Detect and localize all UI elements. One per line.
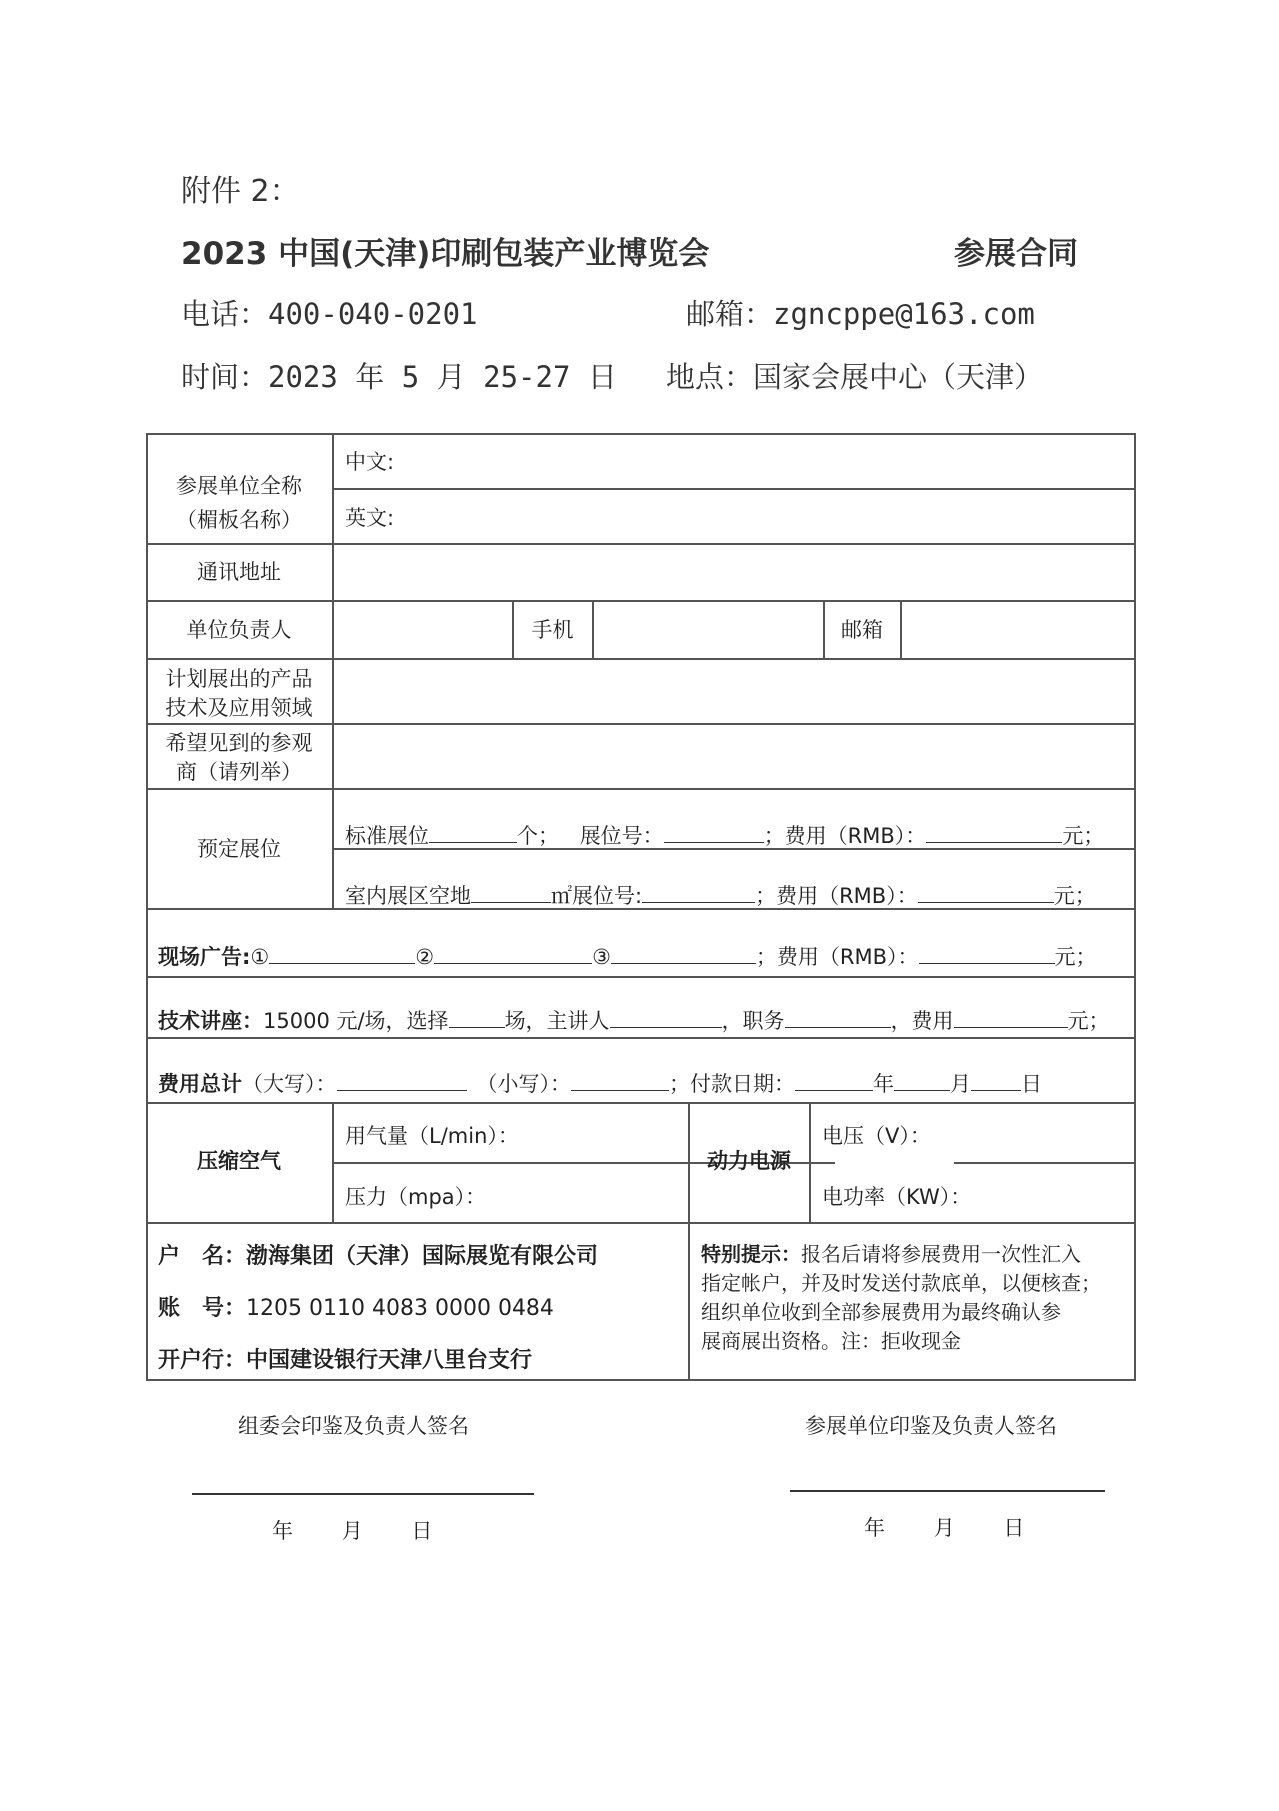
chinese-name-label: 中文: — [345, 450, 395, 474]
booth-yuan-label: 元； — [1062, 824, 1105, 848]
row-divider — [146, 600, 1136, 602]
unit-ge-label: 个； — [517, 824, 559, 848]
ads-yuan-label: 元； — [1054, 945, 1097, 969]
row-divider — [146, 1037, 1136, 1039]
ads-fee-blank[interactable] — [919, 941, 1055, 964]
organizer-year: 年 — [272, 1519, 293, 1543]
air-pressure-label: 压力（mpa）： — [345, 1185, 487, 1209]
notice-line4: 展商展出资格。注：拒收现金 — [701, 1329, 961, 1353]
title-right: 参展合同 — [954, 236, 1078, 272]
account-no-value: 1205 0110 4083 0000 0484 — [246, 1296, 554, 1321]
contact-email-label: 邮箱 — [841, 618, 883, 642]
exhibitor-date — [864, 1512, 1024, 1542]
contract-form-table — [146, 433, 1136, 1380]
account-name-value: 渤海集团（天津）国际展览有限公司 — [246, 1244, 599, 1269]
organizer-month: 月 — [341, 1519, 363, 1543]
notice-line3: 组织单位收到全部参展费用为最终确认参 — [701, 1300, 1061, 1324]
email-text: 邮箱：zgncppe@163.com — [686, 297, 1035, 331]
ad-1-marker: ① — [250, 945, 270, 969]
bank-value: 中国建设银行天津八里台支行 — [246, 1348, 533, 1373]
english-name-field[interactable] — [376, 493, 1121, 541]
row-divider — [333, 488, 1136, 490]
voltage-label: 电压（V）： — [822, 1124, 931, 1148]
standard-booth-count-blank[interactable] — [429, 820, 517, 843]
visitors-label-line2: 商（请列举） — [176, 760, 302, 784]
account-name-label: 户 名： — [158, 1244, 247, 1269]
english-name-label: 英文: — [345, 506, 395, 530]
total-line — [158, 1068, 1042, 1097]
pay-day-label: 日 — [1021, 1072, 1042, 1096]
company-name-label — [146, 473, 332, 534]
indoor-yuan-label: 元； — [1053, 884, 1096, 908]
standard-booth-label: 标准展位 — [345, 824, 429, 848]
booth-no-blank[interactable] — [664, 820, 764, 843]
lecture-line — [158, 1005, 1110, 1034]
row-divider — [146, 1222, 1136, 1224]
total-small-blank[interactable] — [571, 1068, 669, 1091]
indoor-fee-label: ；费用（RMB）： — [755, 884, 918, 908]
notice-line2: 指定帐户，并及时发送付款底单，以便核查； — [701, 1271, 1101, 1295]
total-label: 费用总计 — [158, 1072, 242, 1096]
lecture-label: 技术讲座： — [158, 1009, 263, 1033]
indoor-fee-blank[interactable] — [918, 880, 1054, 903]
pay-date-label: ；付款日期： — [669, 1072, 795, 1096]
row-divider — [146, 976, 1136, 978]
mobile-label: 手机 — [531, 618, 574, 642]
column-divider — [332, 433, 334, 908]
products-label-line2: 技术及应用领域 — [165, 696, 313, 720]
exhibitor-day: 日 — [1003, 1516, 1025, 1540]
attachment-label: 附件 2： — [181, 174, 300, 209]
ads-label: 现场广告: — [158, 945, 251, 969]
ads-fee-label: ；费用（RMB）： — [755, 945, 919, 969]
products-label-line1: 计划展出的产品 — [165, 667, 313, 691]
mobile-field[interactable] — [596, 604, 819, 654]
contact-line — [181, 292, 1035, 333]
table-border — [146, 1379, 1136, 1381]
total-caps-blank[interactable] — [337, 1068, 467, 1091]
row-divider — [146, 543, 1136, 545]
pay-year-label: 年 — [873, 1072, 894, 1096]
pay-day-blank[interactable] — [971, 1068, 1021, 1091]
row-divider — [146, 658, 1136, 660]
table-border — [146, 433, 1136, 435]
address-field[interactable] — [336, 547, 1131, 597]
organizer-signature-line[interactable] — [192, 1493, 534, 1495]
exhibitor-signature-label: 参展单位印鉴及负责人签名 — [805, 1414, 1057, 1438]
contact-person-label: 单位负责人 — [186, 618, 292, 642]
visitors-label-line1: 希望见到的参观 — [165, 731, 313, 755]
power-label: 动力电源 — [707, 1149, 791, 1173]
booth-label: 预定展位 — [197, 837, 281, 861]
booth-fee-blank[interactable] — [926, 820, 1062, 843]
bank-label: 开户行： — [158, 1348, 247, 1373]
visitors-label — [146, 729, 332, 787]
ad-3-blank[interactable] — [611, 941, 756, 964]
power-kw-label: 电功率（KW）： — [822, 1185, 972, 1209]
lecture-price: 15000 元/场，选择 — [263, 1009, 449, 1033]
lecture-yuan-label: 元； — [1067, 1009, 1110, 1033]
column-divider — [900, 600, 902, 658]
chinese-name-field[interactable] — [376, 437, 1121, 485]
organizer-date — [272, 1515, 432, 1545]
ads-line — [158, 941, 1097, 970]
pay-year-blank[interactable] — [795, 1068, 873, 1091]
company-name-label-main: 参展单位全称 — [176, 474, 302, 498]
lecture-count-blank[interactable] — [449, 1005, 505, 1028]
event-line — [181, 355, 1044, 396]
account-no-label: 账 号： — [158, 1296, 247, 1321]
column-divider — [592, 600, 594, 658]
bank-line — [158, 1347, 532, 1375]
column-divider — [688, 1102, 690, 1380]
sqm-booth-no-label: ㎡展位号: — [551, 884, 643, 908]
lecture-speaker-blank[interactable] — [610, 1005, 722, 1028]
event-time: 时间：2023 年 5 月 25-27 日 — [181, 360, 617, 394]
indoor-booth-no-blank[interactable] — [642, 880, 755, 903]
standard-booth-line — [345, 820, 1104, 849]
indoor-space-label: 室内展区空地 — [345, 884, 471, 908]
company-name-label-sub: （楣板名称） — [176, 508, 302, 533]
booth-no-label: 展位号： — [579, 824, 664, 848]
lecture-fee-blank[interactable] — [954, 1005, 1068, 1028]
pay-month-blank[interactable] — [894, 1068, 950, 1091]
compressed-air-label: 压缩空气 — [197, 1149, 281, 1173]
column-divider — [332, 1102, 334, 1222]
phone-text: 电话：400-040-0201 — [181, 297, 478, 331]
lecture-speaker-label: 场，主讲人 — [504, 1009, 610, 1033]
ad-2-marker: ② — [415, 945, 435, 969]
lecture-position-label: ，职务 — [721, 1009, 785, 1033]
lecture-position-blank[interactable] — [785, 1005, 891, 1028]
account-no-line — [158, 1295, 554, 1323]
booth-fee-label: ；费用（RMB）： — [763, 824, 927, 848]
account-name-line — [158, 1243, 598, 1271]
ad-2-blank[interactable] — [434, 941, 592, 964]
contact-email-field[interactable] — [904, 604, 1130, 654]
ad-3-marker: ③ — [592, 945, 611, 969]
notice-line1: 报名后请将参展费用一次性汇入 — [801, 1242, 1081, 1266]
ad-1-blank[interactable] — [269, 941, 415, 964]
title-main: 2023 中国(天津)印刷包装产业博览会 — [181, 236, 710, 272]
indoor-area-blank[interactable] — [471, 880, 551, 903]
exhibitor-signature-line[interactable] — [790, 1490, 1105, 1492]
products-label — [146, 665, 332, 723]
organizer-signature-label: 组委会印鉴及负责人签名 — [238, 1414, 469, 1438]
lecture-fee-label: ，费用 — [890, 1009, 954, 1033]
air-flow-label: 用气量（L/min）： — [345, 1124, 519, 1148]
products-field[interactable] — [336, 662, 1131, 720]
row-divider — [146, 1102, 1136, 1104]
document-title — [181, 228, 1078, 273]
column-divider — [809, 1102, 811, 1222]
event-location: 地点：国家会展中心（天津） — [666, 360, 1044, 394]
row-divider — [146, 723, 1136, 725]
address-label: 通讯地址 — [197, 560, 281, 584]
row-divider — [954, 1162, 1136, 1164]
pay-month-label: 月 — [950, 1072, 971, 1096]
row-divider — [146, 788, 1136, 790]
visitors-field[interactable] — [336, 727, 1131, 785]
exhibitor-year: 年 — [864, 1516, 885, 1540]
total-caps-label: （大写）： — [242, 1072, 337, 1096]
total-small-label: （小写）： — [476, 1072, 571, 1096]
special-notice — [701, 1240, 1101, 1356]
indoor-space-line — [345, 880, 1096, 909]
organizer-day: 日 — [411, 1519, 433, 1543]
exhibitor-month: 月 — [933, 1516, 955, 1540]
table-border — [1134, 433, 1136, 1380]
contact-person-field[interactable] — [336, 604, 508, 654]
notice-label: 特别提示： — [701, 1242, 801, 1266]
